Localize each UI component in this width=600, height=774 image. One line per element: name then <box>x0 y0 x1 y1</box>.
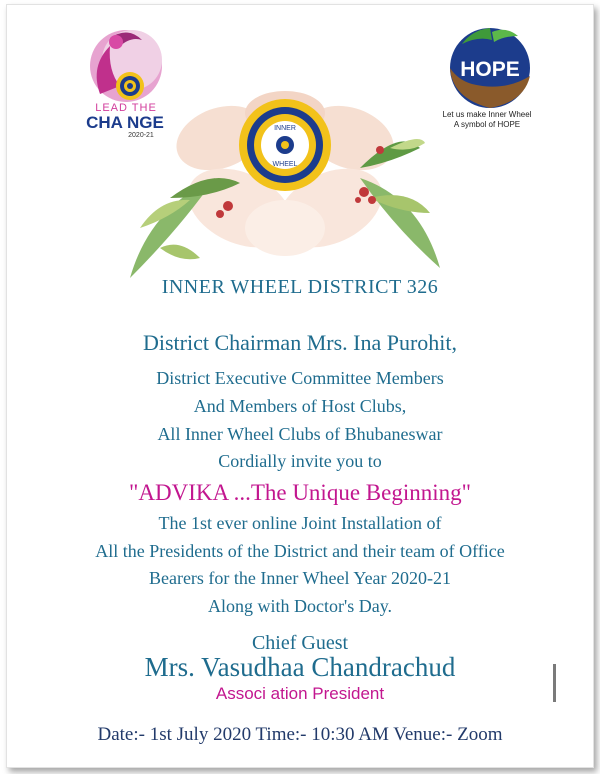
floral-decoration <box>120 88 450 298</box>
chief-guest-title: Associ ation President <box>215 684 385 703</box>
committee-line: District Executive Committee Members <box>156 368 444 388</box>
host-clubs-line: And Members of Host Clubs, <box>193 396 407 416</box>
chief-guest-name: Mrs. Vasudhaa Chandrachud <box>144 652 456 682</box>
emblem-bottom-text: WHEEL <box>272 161 298 168</box>
text-cursor <box>553 664 556 702</box>
change-text: CHA NGE <box>86 113 164 132</box>
description-line-4: Along with Doctor's Day. <box>207 596 393 616</box>
lead-the-text: LEAD THE <box>95 102 157 114</box>
district-heading: INNER WHEEL DISTRICT 326 <box>161 276 439 298</box>
description-line-3: Bearers for the Inner Wheel Year 2020-21 <box>148 568 452 588</box>
description-line-1: The 1st ever online Joint Installation of <box>158 513 442 533</box>
chairman-line: District Chairman Mrs. Ina Purohit, <box>142 330 458 355</box>
clubs-line: All Inner Wheel Clubs of Bhubaneswar <box>157 424 443 444</box>
emblem-top-text: INNER <box>274 125 296 132</box>
description-line-2: All the Presidents of the District and their team of Office <box>95 541 505 561</box>
hope-badge-text: HOPE <box>460 58 520 81</box>
hope-caption-1: Let us make Inner Wheel <box>442 110 532 119</box>
invite-line: Cordially invite you to <box>218 451 382 471</box>
event-title: "ADVIKA ...The Unique Beginning" <box>128 480 471 505</box>
flower-bouquet-icon <box>120 88 450 298</box>
hope-caption-2: A symbol of HOPE <box>453 120 521 129</box>
chief-guest-label: Chief Guest <box>251 632 349 654</box>
inner-wheel-emblem-icon <box>239 99 331 191</box>
logo-year: 2020-21 <box>128 132 154 139</box>
event-details-footer: Date:- 1st July 2020 Time:- 10:30 AM Venue:- Zoom <box>97 724 503 745</box>
